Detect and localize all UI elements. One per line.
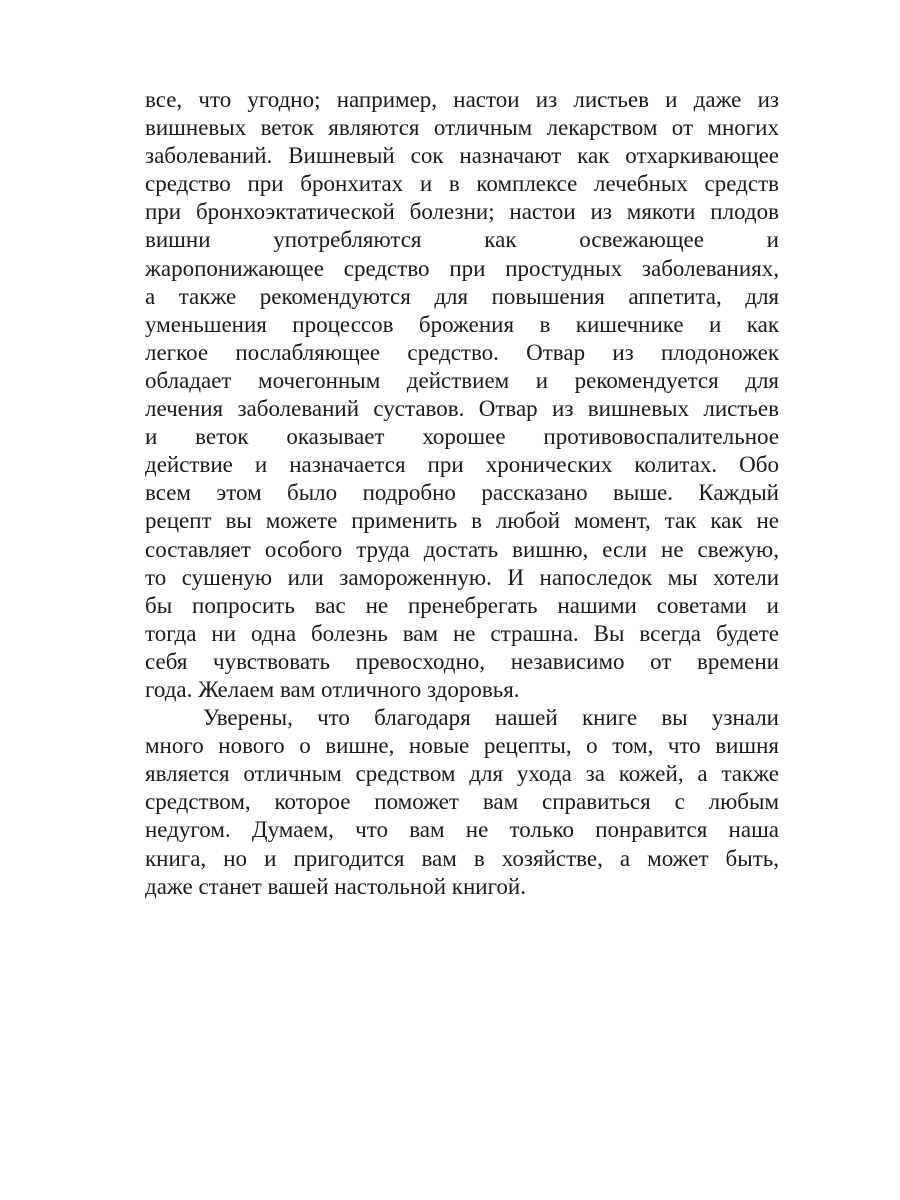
text-line: средство при бронхитах и в комплексе лечебных средств (145, 171, 779, 197)
text-line: рецепт вы можете применить в любой момент, так как не (145, 508, 779, 534)
text-line: недугом. Думаем, что вам не только понравится наша (145, 817, 779, 843)
text-line: вишни употребляются как освежающее и (145, 227, 779, 253)
text-line: тогда ни одна болезнь вам не страшна. Вы всегда будете (145, 620, 779, 646)
text-line: Уверены, что благодаря нашей книге вы узнали (203, 705, 779, 731)
text-line: составляет особого труда достать вишню, если не свежую, (145, 536, 779, 562)
text-line: всем этом было подробно рассказано выше. Каждый (145, 480, 779, 506)
text-line: жаропонижающее средство при простудных заболеваниях, (145, 255, 779, 281)
text-line: книга, но и пригодится вам в хозяйстве, а может быть, (145, 845, 779, 871)
text-line: средством, которое поможет вам справиться с любым (145, 789, 779, 815)
text-line: легкое послабляющее средство. Отвар из плодоножек (145, 339, 779, 365)
text-line: бы попросить вас не пренебрегать нашими советами и (145, 592, 779, 618)
text-line: то сушеную или замороженную. И напоследок мы хотели (145, 564, 779, 590)
text-line: все, что угодно; например, настои из листьев и даже из (145, 87, 779, 112)
text-line: действие и назначается при хронических колитах. Обо (145, 452, 779, 478)
text-line: лечения заболеваний суставов. Отвар из вишневых листьев (145, 396, 779, 422)
text-line: себя чувствовать превосходно, независимо от времени (145, 648, 779, 674)
text-line: года. Желаем вам отличного здоровья. (145, 676, 520, 702)
body-text (145, 86, 779, 901)
text-line: много нового о вишне, новые рецепты, о том, что вишня (145, 733, 779, 759)
paragraph-2 (145, 704, 779, 901)
text-line: вишневых веток являются отличным лекарством от многих (145, 115, 779, 141)
text-line: при бронхоэктатической болезни; настои из мякоти плодов (145, 199, 779, 225)
text-line: а также рекомендуются для повышения аппетита, для (145, 283, 779, 309)
text-line: даже станет вашей настольной книгой. (145, 873, 526, 899)
paragraph-1 (145, 86, 779, 704)
text-line: является отличным средством для ухода за кожей, а также (145, 761, 779, 787)
text-line: уменьшения процессов брожения в кишечнике и как (145, 311, 779, 337)
text-line: заболеваний. Вишневый сок назначают как отхаркивающее (145, 143, 779, 169)
text-line: обладает мочегонным действием и рекомендуется для (145, 367, 779, 393)
text-line: и веток оказывает хорошее противовоспалительное (145, 424, 779, 450)
